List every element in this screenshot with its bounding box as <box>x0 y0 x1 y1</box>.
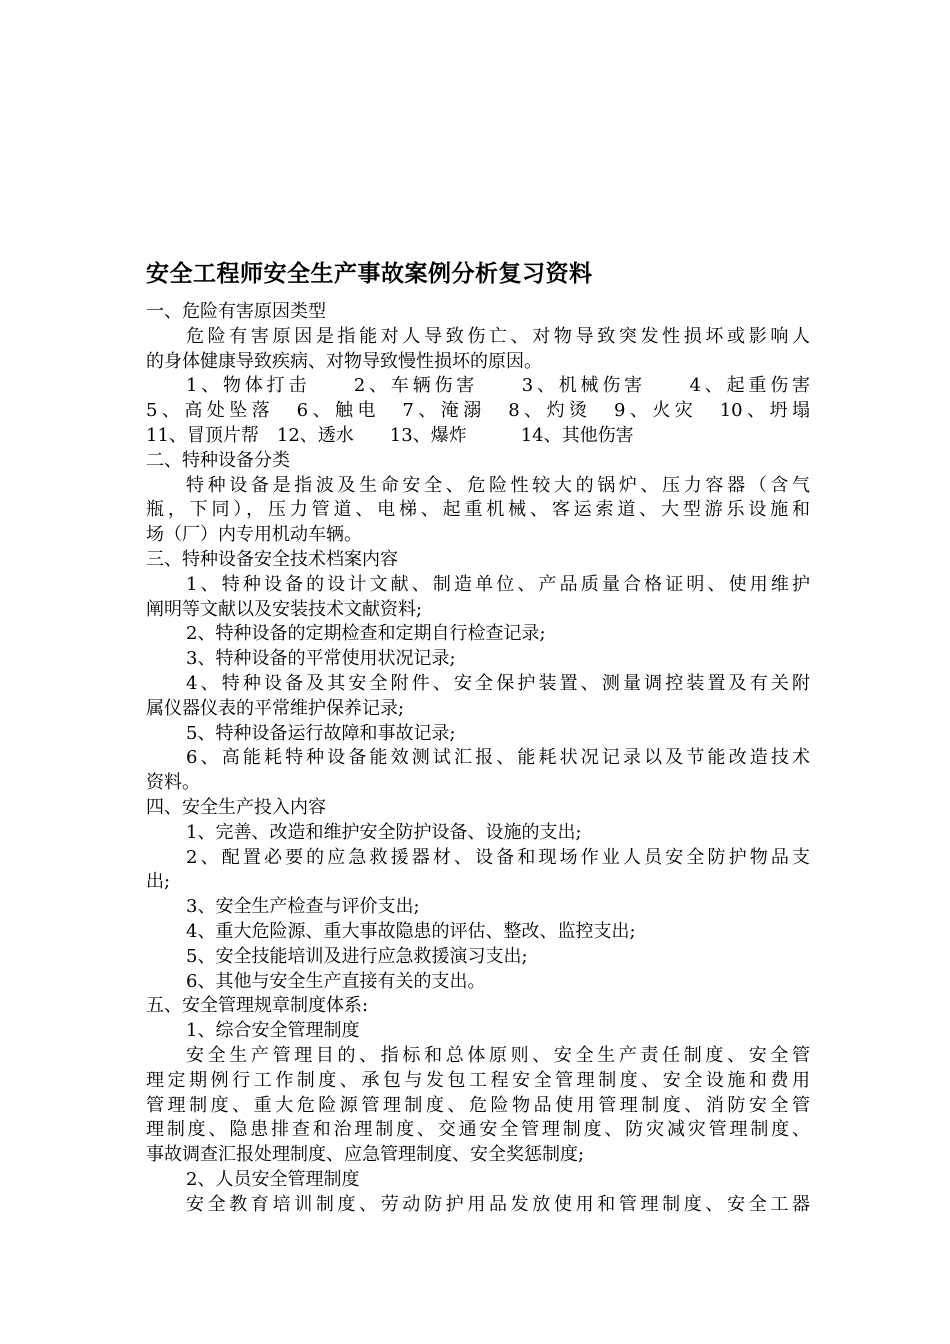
text-line: 安全生产管理目的、指标和总体原则、安全生产责任制度、安全管 <box>186 1044 810 1066</box>
text-line: 特种设备是指波及生命安全、危险性较大的锅炉、压力容器（含气 <box>186 474 810 496</box>
text-line: 的身体健康导致疾病、对物导致慢性损坏的原因。 <box>146 350 542 372</box>
text-line: 2、配置必要的应急救援器材、设备和现场作业人员安全防护物品支 <box>186 846 810 868</box>
text-line: 1、物体打击 2、车辆伤害 3、机械伤害 4、起重伤害 <box>186 375 810 397</box>
text-line: 属仪器仪表的平常维护保养记录; <box>146 697 405 719</box>
document-page <box>146 256 810 1217</box>
text-line: 瓶，下同），压力管道、电梯、起重机械、客运索道、大型游乐设施和 <box>146 499 810 521</box>
text-line: 1、综合安全管理制度 <box>186 1020 360 1042</box>
text-line: 事故调查汇报处理制度、应急管理制度、安全奖惩制度; <box>146 1144 585 1166</box>
text-line: 场（厂）内专用机动车辆。 <box>146 524 362 546</box>
text-line: 出; <box>146 871 171 893</box>
text-line: 理定期例行工作制度、承包与发包工程安全管理制度、安全设施和费用 <box>146 1069 810 1091</box>
text-line: 安全教育培训制度、劳动防护用品发放使用和管理制度、安全工器 <box>186 1193 810 1215</box>
text-line: 1、特种设备的设计文献、制造单位、产品质量合格证明、使用维护 <box>186 573 810 595</box>
text-line: 5、特种设备运行故障和事故记录; <box>186 722 456 744</box>
text-line: 1、完善、改造和维护安全防护设备、设施的支出; <box>186 821 582 843</box>
document-title: 安全工程师安全生产事故案例分析复习资料 <box>146 261 593 287</box>
text-line: 5、高处坠落 6、触电 7、淹溺 8、灼烫 9、火灾 10、坍塌 <box>146 400 810 422</box>
section-heading: 四、安全生产投入内容 <box>146 796 326 818</box>
text-line: 资料。 <box>146 772 200 794</box>
text-line: 阐明等文献以及安装技术文献资料; <box>146 598 423 620</box>
text-line: 3、安全生产检查与评价支出; <box>186 896 420 918</box>
text-line: 5、安全技能培训及进行应急救援演习支出; <box>186 945 528 967</box>
section-heading: 三、特种设备安全技术档案内容 <box>146 548 398 570</box>
text-line: 4、特种设备及其安全附件、安全保护装置、测量调控装置及有关附 <box>186 672 810 694</box>
text-line: 管理制度、重大危险源管理制度、危险物品使用管理制度、消防安全管 <box>146 1094 810 1116</box>
text-line: 6、高能耗特种设备能效测试汇报、能耗状况记录以及节能改造技术 <box>186 747 810 769</box>
text-line: 4、重大危险源、重大事故隐患的评估、整改、监控支出; <box>186 920 636 942</box>
document-body <box>146 300 810 1217</box>
section-heading: 二、特种设备分类 <box>146 449 290 471</box>
text-line: 6、其他与安全生产直接有关的支出。 <box>186 970 486 992</box>
text-line: 3、特种设备的平常使用状况记录; <box>186 648 456 670</box>
section-heading: 一、危险有害原因类型 <box>146 301 326 322</box>
text-line: 理制度、隐患排查和治理制度、交通安全管理制度、防灾减灾管理制度、 <box>146 1119 810 1141</box>
text-line: 2、人员安全管理制度 <box>186 1168 360 1190</box>
text-line: 2、特种设备的定期检查和定期自行检查记录; <box>186 623 546 645</box>
text-line: 11、冒顶片帮 12、透水 13、爆炸 14、其他伤害 <box>146 424 634 446</box>
section-heading: 五、安全管理规章制度体系: <box>146 995 369 1017</box>
text-line: 危险有害原因是指能对人导致伤亡、对物导致突发性损坏或影响人 <box>186 325 810 347</box>
